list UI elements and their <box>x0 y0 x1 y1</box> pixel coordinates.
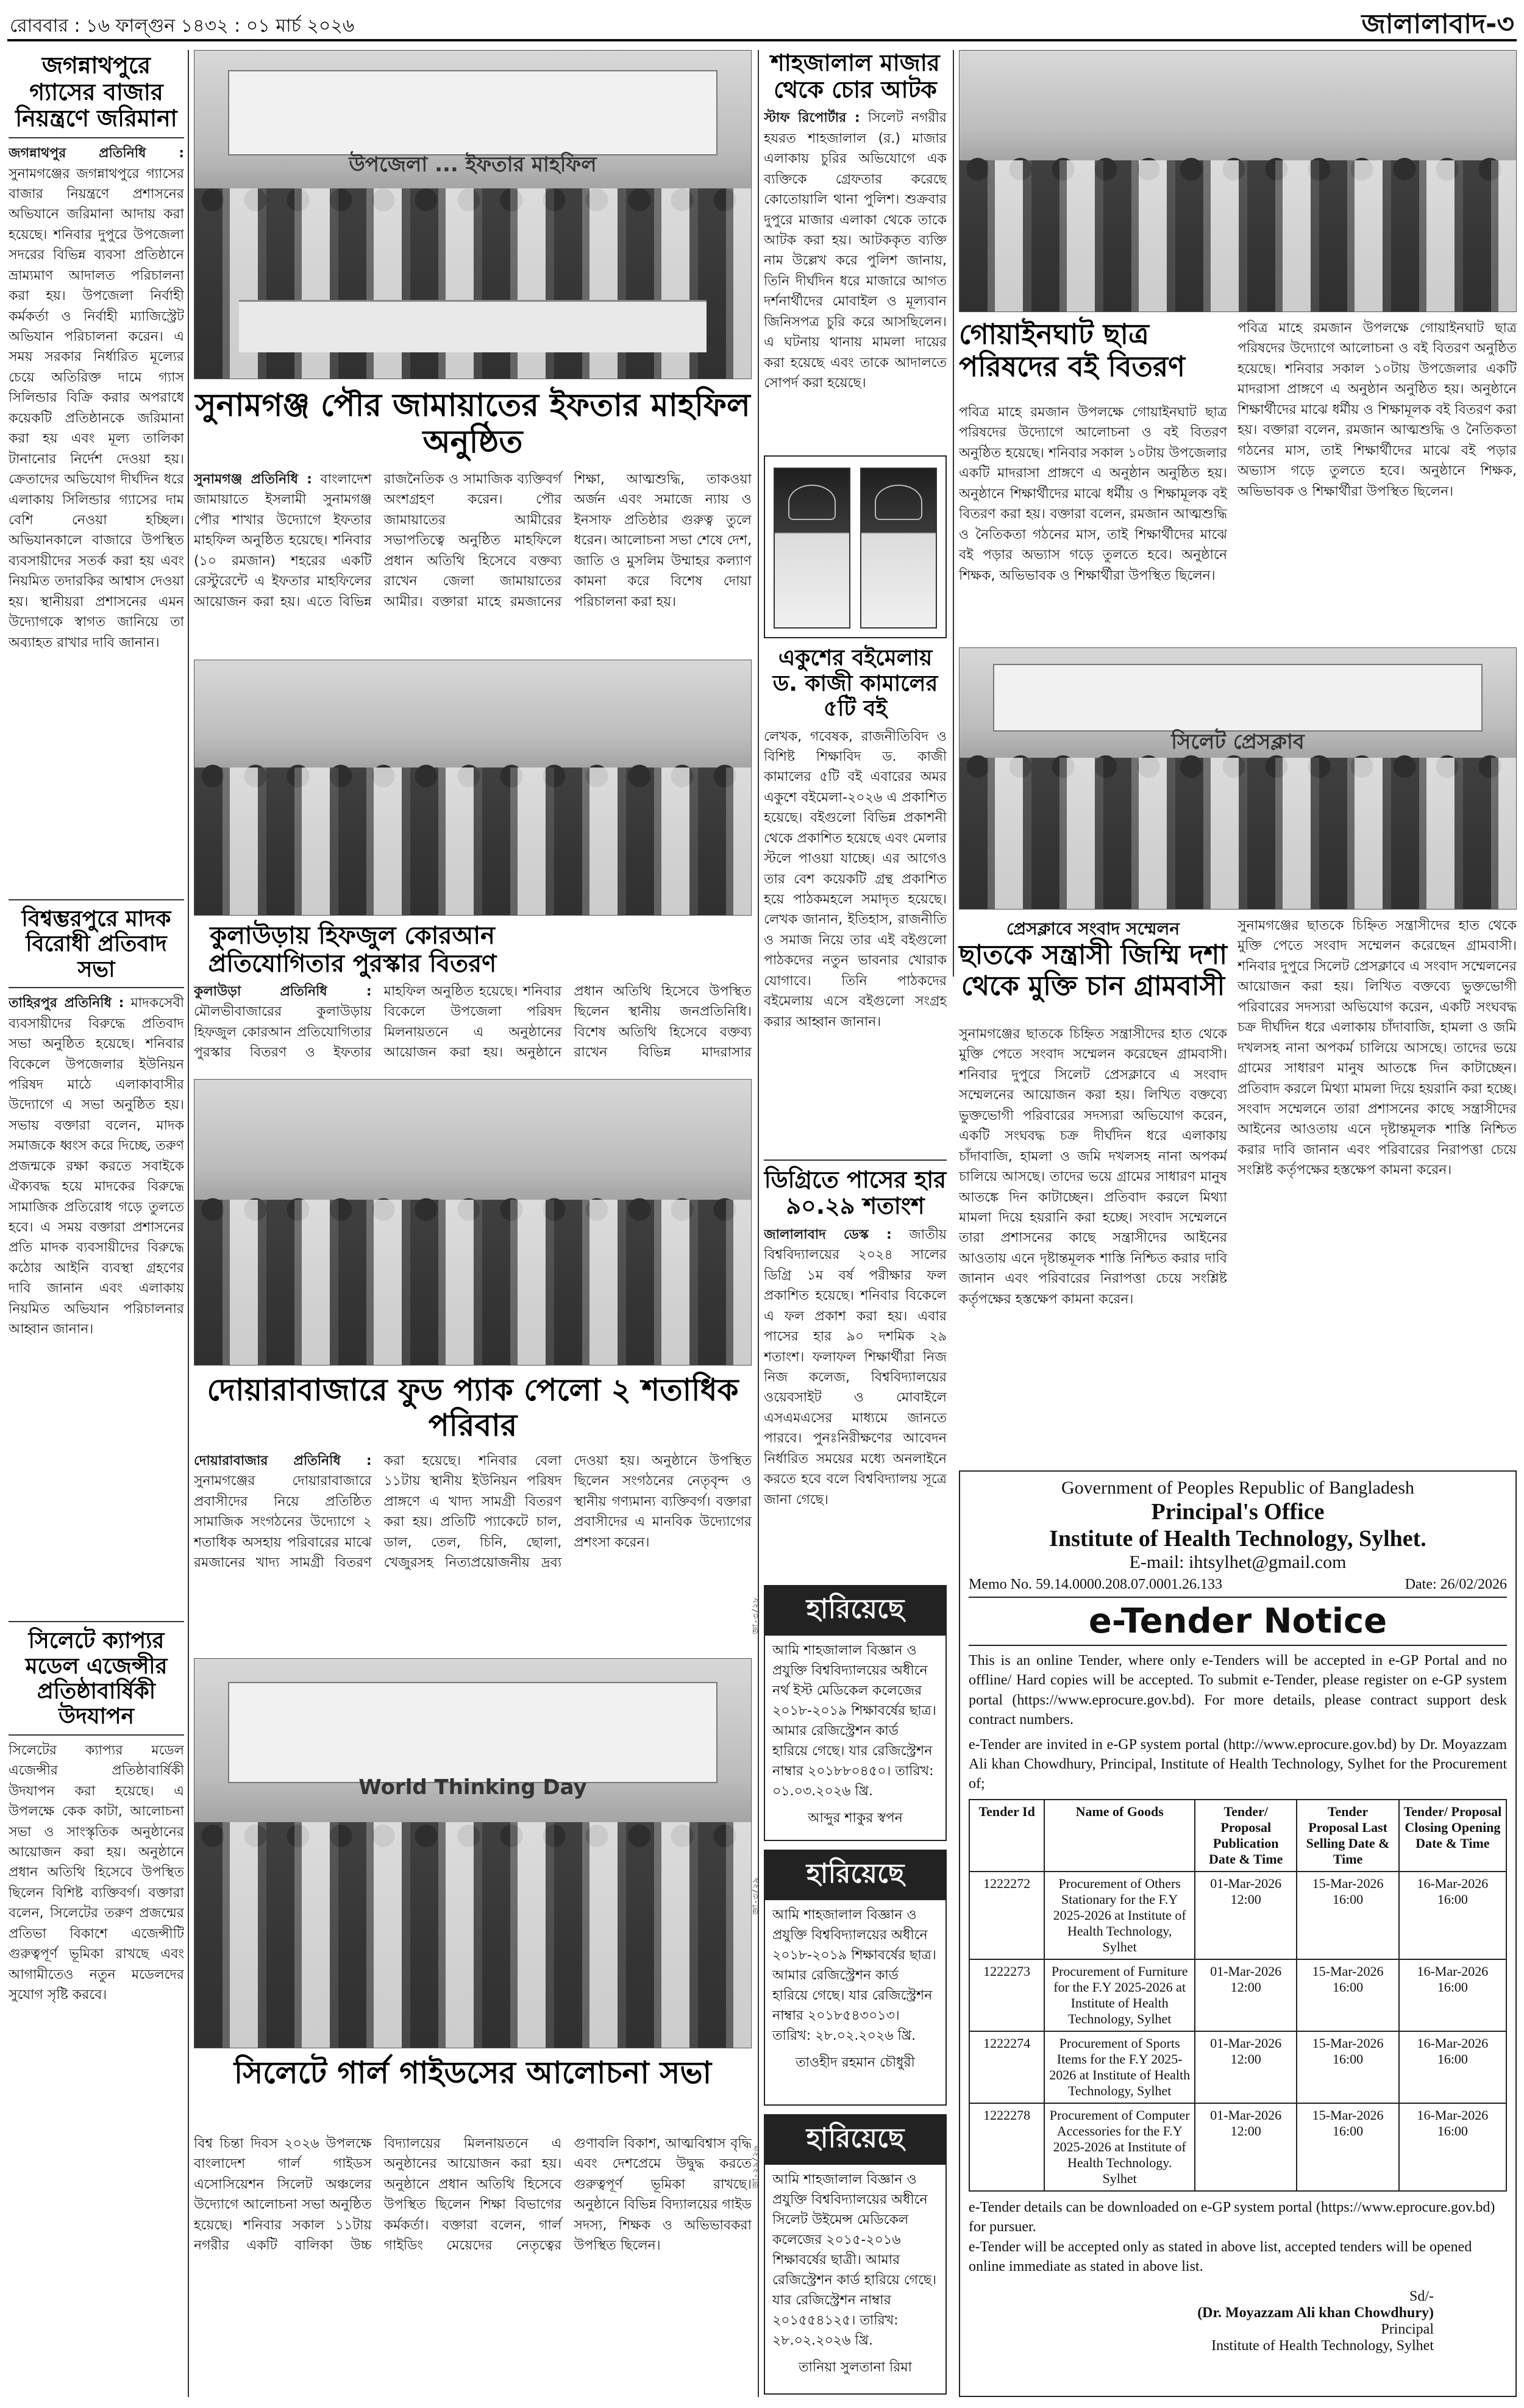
newspaper-logo: জালালাবাদ-৩ <box>1361 9 1514 40</box>
tender-memo-row <box>969 1576 1507 1593</box>
lost-notice-body: আমি শাহজালাল বিজ্ঞান ও প্রযুক্তি বিশ্ববিদ্যালয়ের অধীনে সিলেট উইমেন্স মেডিকেল কলেজের ২০১৫-২০১৬ শিক্ষাবর্ষের ছাত্রী। আমার রেজিস্ট্রেশন কার্ড হারিয়ে গেছে। যার রেজিস্ট্রেশন নাম্বার ২০১৫৫৪১২৫। তারিখ: ২৮.০২.২০২৬ খ্রি. <box>772 2172 937 2348</box>
people <box>194 768 751 915</box>
tender-signer: (Dr. Moyazzam Ali khan Chowdhury) <box>1197 2305 1434 2321</box>
banner <box>228 70 717 155</box>
guides-photo <box>194 1658 752 2048</box>
mazar-body <box>764 108 947 449</box>
drug-rally-text: মাদকসেবী ব্যবসায়ীদের বিরুদ্ধে প্রতিবাদ সভা অনুষ্ঠিত হয়েছে। শনিবার বিকেলে উপজেলার ইউনিয়ন পরিষদ মাঠে এলাকাবাসীর উদ্যোগে এ সভা অনুষ্ঠিত হয়। সভায় বক্তারা বলেন, মাদক সমাজকে ধ্বংস করে দিচ্ছে, তরুণ প্রজন্মকে রক্ষা করতে সবাইকে ঐক্যবদ্ধ হয়ে মাদকের বিরুদ্ধে সামাজিক প্রতিরোধ গড়ে তুলতে হবে। এ সময় বক্তারা প্রশাসনের প্রতি মাদক ব্যবসায়ীদের বিরুদ্ধে কঠোর আইনি ব্যবস্থা গ্রহণের দাবি জানান এবং এলাকায় নিয়মিত অভিযান পরিচালনার আহ্বান জানান। <box>9 996 184 1338</box>
lost-notice-title: হারিয়েছে <box>765 2115 945 2165</box>
iftar-photo <box>194 50 752 379</box>
books-dist-body: পবিত্র মাহে রমজান উপলক্ষে গোয়াইনঘাট ছাত্র পরিষদের উদ্যোগে আলোচনা ও বই বিতরণ অনুষ্ঠিত হয়েছে। শনিবার সকাল ১০টায় উপজেলার একটি মাদরাসা প্রাঙ্গণে এ অনুষ্ঠান অনুষ্ঠিত হয়। অনুষ্ঠানে শিক্ষার্থীদের মাঝে ধর্মীয় ও শিক্ষামূলক বই বিতরণ করা হয়। বক্তারা বলেন, রমজান আত্মশুদ্ধি ও নৈতিকতা গঠনের মাস, তাই শিক্ষার্থীদের মাঝে বই পড়ার অভ্যাস গড়ে তুলতে হবে। অনুষ্ঠানে শিক্ষক, অভিভাবক ও শিক্ষার্থীরা উপস্থিত ছিলেন। <box>959 405 1227 583</box>
column-rule <box>188 50 189 2397</box>
gas-fine-byline: জগন্নাথপুর প্রতিনিধি : <box>9 146 184 162</box>
tender-id: 1222278 <box>969 2103 1044 2191</box>
tender-sd: Sd/- <box>1409 2289 1434 2305</box>
tender-last-selling: 15-Mar-2026 16:00 <box>1297 1959 1398 2031</box>
tender-office: Principal's Office <box>1151 1499 1325 1525</box>
tender-closing: 16-Mar-2026 16:00 <box>1399 2103 1506 2191</box>
table-row <box>969 1872 1506 1959</box>
lost-notice-title: হারিয়েছে <box>765 1851 945 1900</box>
divider <box>9 987 184 988</box>
books-dist-headline: গোয়াইনঘাট ছাত্র পরিষদের বই বিতরণ <box>959 318 1185 383</box>
press-body: সুনামগঞ্জের ছাতকে চিহ্নিত সন্ত্রাসীদের হাত থেকে মুক্তি পেতে সংবাদ সম্মেলন করেছেন গ্রামবাসী। শনিবার দুপুরে সিলেট প্রেসক্লাবে এ সংবাদ সম্মেলনের আয়োজন করা হয়। লিখিত বক্তব্যে ভুক্তভোগী পরিবারের সদস্যরা অভিযোগ করেন, একটি সংঘবদ্ধ চক্র দীর্ঘদিন ধরে এলাকায় চাঁদাবাজি, হামলা ও জমি দখলসহ নানা অপকর্ম চালিয়ে আসছে। তাদের ভয়ে গ্রামের সাধারণ মানুষ আতঙ্কে দিন কাটাচ্ছেন। প্রতিবাদ করলে মিথ্যা মামলা দিয়ে হয়রানি করা হচ্ছে। সংবাদ সম্মেলনে তারা প্রশাসনের কাছে সন্ত্রাসীদের আইনের আওতায় এনে দৃষ্টান্তমূলক শাস্তি নিশ্চিত করার দাবি জানান এবং পরিবারের নিরাপত্তা চেয়ে সংশ্লিষ্ট কর্তৃপক্ষের হস্তক্ষেপ কামনা করেন। <box>959 1027 1227 1307</box>
lost-notice-sign: আব্দুর শাকুর স্বপন <box>808 1811 903 1826</box>
lost-notice-sign: তানিয়া সুলতানা রিমা <box>799 2360 912 2375</box>
book-cover <box>860 468 937 629</box>
tender-gov: Government of Peoples Republic of Bangladesh <box>1061 1478 1415 1498</box>
quran-body <box>194 981 752 1073</box>
iftar-byline: সুনামগঞ্জ প্রতিনিধি : <box>194 472 312 487</box>
table-row <box>969 2031 1506 2103</box>
mazar-text: সিলেট নগরীর হযরত শাহজালাল (র.) মাজার এলাকায় চুরির অভিযোগে এক ব্যক্তিকে গ্রেফতার করেছে কোতোয়ালি থানা পুলিশ। শুক্রবার দুপুরে মাজার এলাকা থেকে তাকে আটক করা হয়। আটককৃত ব্যক্তি নাম উল্লেখ করে পুলিশ জানায়, তিনি দীর্ঘদিন ধরে মাজারে আগত দর্শনার্থীদের মোবাইল ও মূল্যবান জিনিসপত্র চুরি করে আসছিলেন। এ ঘটনায় থানায় মামলা দায়ের করা হয়েছে এবং তাকে আদালতে সোপর্দ করা হয়েছে। <box>764 110 947 391</box>
tender-signer-org: Institute of Health Technology, Sylhet <box>1211 2338 1434 2354</box>
tender-signature <box>969 2289 1507 2354</box>
table <box>239 300 707 352</box>
model-agency-body: সিলেটের ক্যাপ্যর মডেল এজেন্সীর প্রতিষ্ঠাবার্ষিকী উদযাপন করা হয়েছে। এ উপলক্ষে কেক কাটা, আলোচনা সভা ও সাংস্কৃতিক অনুষ্ঠানের আয়োজন করা হয়। অনুষ্ঠানে প্রধান অতিথি হিসেবে উপস্থিত ছিলেন বিশিষ্ট ব্যক্তিবর্গ। বক্তারা বলেন, সিলেটের তরুণ প্রজন্মের প্রতিভা বিকাশে এজেন্সীটি গুরুত্বপূর্ণ ভূমিকা রাখছে এবং আগামীতেও নতুন মডেলদের সুযোগ সৃষ্টি করবে। <box>9 1742 184 2003</box>
lost-notice-body: আমি শাহজালাল বিজ্ঞান ও প্রযুক্তি বিশ্ববিদ্যালয়ের অধীনে নর্থ ইস্ট মেডিকেল কলেজের ২০১৮-২০১৯ শিক্ষাবর্ষের ছাত্র। আমার রেজিস্ট্রেশন কার্ড হারিয়ে গেছে। যার রেজিস্ট্রেশন নাম্বার ২০১৮৮০৪৫০। তারিখ: ০১.০৩.২০২৬ খ্রি. <box>772 1643 936 1799</box>
food-pack-byline: দোয়ারাবাজার প্রতিনিধি : <box>194 1453 372 1469</box>
e-tender-notice <box>959 1470 1517 2397</box>
food-pack-text: সুনামগঞ্জের দোয়ারাবাজারে প্রবাসীদের নিয়ে প্রতিষ্ঠিত সামাজিক সংগঠনের উদ্যোগে ২ শতাধিক অসহায় পরিবারের মাঝে রমজানের খাদ্য সামগ্রী বিতরণ করা হয়েছে। শনিবার বেলা ১১টায় স্থানীয় ইউনিয়ন পরিষদ প্রাঙ্গণে এ খাদ্য সামগ্রী বিতরণ করা হয়। প্রতিটি প্যাকেটে চাল, ডাল, তেল, চিনি, ছোলা, খেজুরসহ নিত্যপ্রয়োজনীয় দ্রব্য দেওয়া হয়। অনুষ্ঠানে উপস্থিত ছিলেন সংগঠনের নেতৃবৃন্দ ও স্থানীয় গণ্যমান্য ব্যক্তিবর্গ। বক্তারা প্রবাসীদের এ মানবিক উদ্যোগের প্রশংসা করেন। <box>194 1453 752 1571</box>
tender-last-selling: 15-Mar-2026 16:00 <box>1297 1872 1398 1959</box>
issue-date: রোববার : ১৬ ফাল্গুন ১৪৩২ : ০১ মার্চ ২০২৬ <box>10 15 355 37</box>
press-body-continued: সুনামগঞ্জের ছাতকে চিহ্নিত সন্ত্রাসীদের হাত থেকে মুক্তি পেতে সংবাদ সম্মেলন করেছেন গ্রামবাসী। শনিবার দুপুরে সিলেট প্রেসক্লাবে এ সংবাদ সম্মেলনের আয়োজন করা হয়। লিখিত বক্তব্যে ভুক্তভোগী পরিবারের সদস্যরা অভিযোগ করেন, একটি সংঘবদ্ধ চক্র দীর্ঘদিন ধরে এলাকায় চাঁদাবাজি, হামলা ও জমি দখলসহ নানা অপকর্ম চালিয়ে আসছে। তাদের ভয়ে গ্রামের সাধারণ মানুষ আতঙ্কে দিন কাটাচ্ছেন। প্রতিবাদ করলে মিথ্যা মামলা দিয়ে হয়রানি করা হচ্ছে। সংবাদ সম্মেলনে তারা প্রশাসনের কাছে সন্ত্রাসীদের আইনের আওতায় এনে দৃষ্টান্তমূলক শাস্তি নিশ্চিত করার দাবি জানান এবং পরিবারের নিরাপত্তা চেয়ে সংশ্লিষ্ট কর্তৃপক্ষের হস্তক্ষেপ কামনা করেন। <box>1237 918 1517 1178</box>
header-publication: Tender/ Proposal Publication Date & Time <box>1195 1800 1297 1872</box>
girl-guides-body: বিশ্ব চিন্তা দিবস ২০২৬ উপলক্ষে বাংলাদেশ গার্ল গাইডস এসোসিয়েশন সিলেট অঞ্চলের উদ্যোগে আলোচনা সভা অনুষ্ঠিত হয়েছে। শনিবার সকাল ১১টায় নগরীর একটি বালিকা উচ্চ বিদ্যালয়ের মিলনায়তনে এ অনুষ্ঠানের আয়োজন করা হয়। অনুষ্ঠানে প্রধান অতিথি হিসেবে উপস্থিত ছিলেন শিক্ষা বিভাগের কর্মকর্তা। বক্তারা বলেন, গার্ল গাইডিং মেয়েদের নেতৃত্বের গুণাবলি বিকাশ, আত্মবিশ্বাস বৃদ্ধি এবং দেশপ্রেমে উদ্বুদ্ধ করতে গুরুত্বপূর্ণ ভূমিকা রাখছে। অনুষ্ঠানে বিভিন্ন বিদ্যালয়ের গাইড সদস্য, শিক্ষক ও অভিভাবকরা উপস্থিত ছিলেন। <box>194 2136 752 2254</box>
book-ornament <box>788 485 836 519</box>
tender-header-row <box>969 1800 1506 1872</box>
tender-closing: 16-Mar-2026 16:00 <box>1399 1959 1506 2031</box>
column-rule <box>758 50 759 2397</box>
tender-id: 1222272 <box>969 1872 1044 1959</box>
mazar-byline: স্টাফ রিপোর্টার : <box>764 110 860 126</box>
tender-publication: 01-Mar-2026 12:00 <box>1195 1872 1297 1959</box>
drug-rally-body <box>9 993 184 1615</box>
tender-goods: Procurement of Sports Items for the F.Y 2025-2026 at Institute of Health Technology, Sylhet <box>1044 2031 1195 2103</box>
header-last-selling: Tender Proposal Last Selling Date & Time <box>1297 1800 1398 1872</box>
lost-notice-body: আমি শাহজালাল বিজ্ঞান ও প্রযুক্তি বিশ্ববিদ্যালয়ের অধীনে ২০১৮-২০১৯ শিক্ষাবর্ষের ছাত্র। আমার রেজিস্ট্রেশন কার্ড হারিয়ে গেছে। যার রেজিস্ট্রেশন নাম্বার ২০১৮৫৪৩০১৩। তারিখ: ২৮.০২.২০২৬ খ্রি. <box>772 1908 936 2043</box>
pass-rate-byline: জালালাবাদ ডেস্ক : <box>764 1227 892 1242</box>
column-rule <box>953 50 954 977</box>
header-closing: Tender/ Proposal Closing Opening Date & Time <box>1399 1800 1506 1872</box>
tender-institute: Institute of Health Technology, Sylhet. <box>1049 1526 1426 1551</box>
pass-rate-text: জাতীয় বিশ্ববিদ্যালয়ের ২০২৪ সালের ডিগ্রি ১ম বর্ষ পরীক্ষার ফল প্রকাশিত হয়েছে। শনিবার বিকেলে এ ফল প্রকাশ করা হয়। এবার পাসের হার ৯০ দশমিক ২৯ শতাংশ। ফলাফল শিক্ষার্থীরা নিজ নিজ কলেজ, বিশ্ববিদ্যালয়ের ওয়েবসাইট ও মোবাইলে এসএমএসের মাধ্যমে জানতে পারবে। পুনঃনিরীক্ষণের আবেদন নির্ধারিত সময়ের মধ্যে অনলাইনে করতে হবে বলে বিশ্ববিদ্যালয় সূত্রে জানা গেছে। <box>764 1227 947 1508</box>
tender-goods: Procurement of Others Stationary for the F.Y 2025-2026 at Institute of Health Technology, Sylhet <box>1044 1872 1195 1959</box>
tender-publication: 01-Mar-2026 12:00 <box>1195 1959 1297 2031</box>
tender-id: 1222274 <box>969 2031 1044 2103</box>
tender-closing: 16-Mar-2026 16:00 <box>1399 2031 1506 2103</box>
ad-code: জা-২৯/২৬ <box>751 2146 761 2189</box>
divider <box>9 137 184 138</box>
iftar-headline: সুনামগঞ্জ পৌর জামায়াতের ইফতার মাহফিল অনুষ্ঠিত <box>195 387 750 460</box>
divider <box>9 1621 184 1622</box>
gas-fine-text: সুনামগঞ্জের জগন্নাথপুরে গ্যাসের বাজার নিয়ন্ত্রণে প্রশাসনের অভিযানে জরিমানা আদায় করা হয়েছে। শনিবার দুপুরে উপজেলা সদরের বিভিন্ন ব্যবসা প্রতিষ্ঠানে ভ্রাম্যমাণ আদালত পরিচালনা করা হয়। উপজেলা নির্বাহী কর্মকর্তা ও নির্বাহী ম্যাজিস্ট্রেট অভিযান পরিচালনা করেন। এ সময় সরকার নির্ধারিত মূল্যের চেয়ে অতিরিক্ত দামে গ্যাস সিলিন্ডার বিক্রি করার অপরাধে কয়েকটি প্রতিষ্ঠানকে জরিমানা করা হয় এবং মূল্য তালিকা টানানোর নির্দেশ দেওয়া হয়। ক্রেতাদের অভিযোগ দীর্ঘদিন ধরে এলাকায় সিলিন্ডার গ্যাসের দাম বেশি নেওয়া হচ্ছিল। অভিযানকালে বাজারে উপস্থিত ব্যবসায়ীদের সতর্ক করা হয় এবং নিয়মিত তদারকির আশ্বাস দেওয়া হয়। স্থানীয়রা প্রশাসনের এমন উদ্যোগকে স্বাগত জানিয়ে তা অব্যাহত রাখার দাবি জানান। <box>9 166 184 650</box>
ad-code: জা-৩/২৮ <box>751 1597 761 1634</box>
drug-rally-headline: বিশ্বম্ভরপুরে মাদক বিরোধী প্রতিবাদ সভা <box>21 907 171 982</box>
quran-text: মৌলভীবাজারের কুলাউড়ায় হিফজুল কোরআন প্রতিযোগিতার পুরস্কার বিতরণ ও ইফতার মাহফিল অনুষ্ঠিত হয়েছে। শনিবার বিকেলে উপজেলা পরিষদ মিলনায়তনে এ অনুষ্ঠানের আয়োজন করা হয়। অনুষ্ঠানে প্রধান অতিথি হিসেবে উপস্থিত ছিলেন স্থানীয় জনপ্রতিনিধি। বিশেষ অতিথি হিসেবে বক্তব্য রাখেন বিভিন্ন মাদরাসার <box>194 984 752 1061</box>
tender-last-selling: 15-Mar-2026 16:00 <box>1297 2031 1398 2103</box>
column-1 <box>9 50 184 2399</box>
people <box>960 160 1516 312</box>
tender-footer2: e-Tender will be accepted only as stated in above list, accepted tenders will be opened online immediate as stated in above list. <box>969 2239 1472 2274</box>
gas-fine-body <box>9 143 184 893</box>
banner <box>228 1682 717 1783</box>
tender-publication: 01-Mar-2026 12:00 <box>1195 2103 1297 2191</box>
press-kicker: প্রেসক্লাবে সংবাদ সম্মেলন <box>1006 919 1180 939</box>
book-fair-headline: একুশের বইমেলায় ড. কাজী কামালের ৫টি বই <box>772 646 938 722</box>
tender-footer1: e-Tender details can be downloaded on e-GP system portal (https://www.eprocure.gov.bd) for pursuer. <box>969 2199 1495 2235</box>
pass-rate-headline: ডিগ্রিতে পাসের হার ৯০.২৯ শতাংশ <box>764 1166 947 1220</box>
press-photo <box>959 647 1517 910</box>
press-banner: সিলেট প্রেসক্লাব <box>1171 730 1305 755</box>
books-photo <box>959 50 1517 312</box>
table-row <box>969 2103 1506 2191</box>
table-row <box>969 1959 1506 2031</box>
column-3 <box>764 50 947 1536</box>
drug-rally-byline: তাহিরপুর প্রতিনিধি : <box>9 996 124 1011</box>
header-goods: Name of Goods <box>1044 1800 1195 1872</box>
banner <box>993 664 1483 732</box>
tender-date: Date: 26/02/2026 <box>1405 1576 1507 1592</box>
tender-memo: Memo No. 59.14.0000.208.07.0001.26.133 <box>969 1576 1222 1592</box>
guides-banner: World Thinking Day <box>358 1775 587 1800</box>
book-ornament <box>875 485 922 519</box>
tender-id: 1222273 <box>969 1959 1044 2031</box>
tender-email: E-mail: ihtsylhet@gmail.com <box>1129 1552 1347 1572</box>
divider <box>9 1734 184 1736</box>
header-tender-id: Tender Id <box>969 1800 1044 1872</box>
quran-photo <box>194 660 752 916</box>
book-fair-body: লেখক, গবেষক, রাজনীতিবিদ ও বিশিষ্ট শিক্ষাবিদ ড. কাজী কামালের ৫টি বই এবারের অমর একুশে বইমেলা-২০২৬ এ প্রকাশিত হয়েছে। বইগুলো বিভিন্ন প্রকাশনী থেকে প্রকাশিত হয়েছে এবং মেলার স্টলে পাওয়া যাচ্ছে। এর আগেও তার বেশ কয়েকটি গ্রন্থ প্রকাশিত হয়ে পাঠকমহলে সমাদৃত হয়েছে। লেখক জানান, ইতিহাস, রাজনীতি ও সমাজ নিয়ে তার এই বইগুলো পাঠকদের নতুন ভাবনার খোরাক যোগাবে। তিনি পাঠকদের বইমেলায় এসে বইগুলো সংগ্রহ করার আহ্বান জানান। <box>764 728 947 1030</box>
model-agency-headline: সিলেটে ক্যাপ্যর মডেল এজেন্সীর প্রতিষ্ঠাবার্ষিকী উদযাপন <box>25 1628 168 1729</box>
lost-notice <box>764 1585 947 1841</box>
tender-table <box>969 1799 1507 2192</box>
people <box>194 1200 751 1365</box>
tender-closing: 16-Mar-2026 16:00 <box>1399 1872 1506 1959</box>
book-cover <box>774 468 850 629</box>
quran-headline: কুলাউড়ায় হিফজুল কোরআন প্রতিযোগিতার পুরস্কার বিতরণ <box>208 922 497 978</box>
tender-signer-title: Principal <box>1381 2321 1434 2338</box>
quran-byline: কুলাউড়া প্রতিনিধি : <box>194 984 372 999</box>
ad-code: জা-৩/২৯ <box>751 1878 761 1915</box>
people <box>960 758 1516 909</box>
book-ad <box>764 455 947 638</box>
iftar-text: বাংলাদেশ জামায়াতে ইসলামী সুনামগঞ্জ পৌর শাখার উদ্যোগে ইফতার মাহফিল অনুষ্ঠিত হয়েছে। শনিবার (১০ রমজান) শহরের একটি রেস্টুরেন্টে এ ইফতার মাহফিলের আয়োজন করা হয়। এতে বিভিন্ন রাজনৈতিক ও সামাজিক ব্যক্তিবর্গ অংশগ্রহণ করেন। পৌর জামায়াতের আমীরের সভাপতিত্বে অনুষ্ঠিত মাহফিলে প্রধান অতিথি হিসেবে বক্তব্য রাখেন জেলা জামায়াতের আমীর। বক্তারা মাহে রমজানের শিক্ষা, আত্মশুদ্ধি, তাকওয়া অর্জন এবং সমাজে ন্যায় ও ইনসাফ প্রতিষ্ঠার গুরুত্ব তুলে ধরেন। আলোচনা সভা শেষে দেশ, জাতি ও মুসলিম উম্মাহর কল্যাণ কামনা করে বিশেষ দোয়া পরিচালনা করা হয়। <box>194 472 752 610</box>
lost-notice-sign: তাওহীদ রহমান চৌধুরী <box>796 2055 915 2070</box>
books-dist-continued: পবিত্র মাহে রমজান উপলক্ষে গোয়াইনঘাট ছাত্র পরিষদের উদ্যোগে আলোচনা ও বই বিতরণ অনুষ্ঠিত হয়েছে। শনিবার সকাল ১০টায় উপজেলার একটি মাদরাসা প্রাঙ্গণে এ অনুষ্ঠান অনুষ্ঠিত হয়। অনুষ্ঠানে শিক্ষার্থীদের মাঝে ধর্মীয় ও শিক্ষামূলক বই বিতরণ করা হয়। বক্তারা বলেন, রমজান আত্মশুদ্ধি ও নৈতিকতা গঠনের মাস, তাই শিক্ষার্থীদের মাঝে বই পড়ার অভ্যাস গড়ে তুলতে হবে। অনুষ্ঠানে শিক্ষক, অভিভাবক ও শিক্ষার্থীরা উপস্থিত ছিলেন। <box>1237 321 1517 499</box>
masthead <box>7 4 1517 41</box>
girl-guides-headline: সিলেটে গার্ল গাইডসের আলোচনা সভা <box>233 2055 712 2090</box>
gas-fine-headline: জগন্নাথপুরে গ্যাসের বাজার নিয়ন্ত্রণে জরিমানা <box>15 52 177 132</box>
food-pack-body <box>194 1451 752 1652</box>
tender-goods: Procurement of Computer Accessories for the F.Y 2025-2026 at Institute of Health Technology. Sylhet <box>1044 2103 1195 2191</box>
banner-text: উপজেলা ... ইফতার মাহফিল <box>349 152 597 177</box>
people <box>194 1822 751 2048</box>
tender-title: e-Tender Notice <box>969 1597 1507 1646</box>
iftar-body <box>194 469 752 652</box>
tender-publication: 01-Mar-2026 12:00 <box>1195 2031 1297 2103</box>
tender-intro: This is an online Tender, where only e-Tenders will be accepted in e-GP Portal and no offline/ Hard copies will be accepted. To submit e-Tender, please register on e-GP system portal (https://www.eprocure.gov.bd). For more details, please contract support desk contract numbers. <box>969 1653 1507 1728</box>
lost-notice-title: হারিয়েছে <box>765 1586 945 1636</box>
divider <box>764 1159 947 1161</box>
tender-goods: Procurement of Furniture for the F.Y 2025-2026 at Institute of Health Technology, Sylhet <box>1044 1959 1195 2031</box>
pass-rate-body <box>764 1225 947 1536</box>
lost-notice <box>764 1850 947 2106</box>
lost-notice <box>764 2114 947 2395</box>
food-photo <box>194 1079 752 1366</box>
press-headline: ছাতকে সন্ত্রাসী জিম্মি দশা থেকে মুক্তি চান গ্রামবাসী <box>959 939 1228 1002</box>
tender-last-selling: 15-Mar-2026 16:00 <box>1297 2103 1398 2191</box>
food-pack-headline: দোয়ারাবাজারে ফুড প্যাক পেলো ২ শতাধিক পরিবার <box>207 1372 739 1443</box>
mazar-headline: শাহজালাল মাজার থেকে চোর আটক <box>771 49 940 103</box>
tender-intro2: e-Tender are invited in e-GP system portal (http://www.eprocure.gov.bd) by Dr. Moyazzam Ali khan Chowdhury, Principal, Institute of Health Technology, Sylhet for the Procurement of; <box>969 1736 1507 1792</box>
divider <box>9 899 184 900</box>
